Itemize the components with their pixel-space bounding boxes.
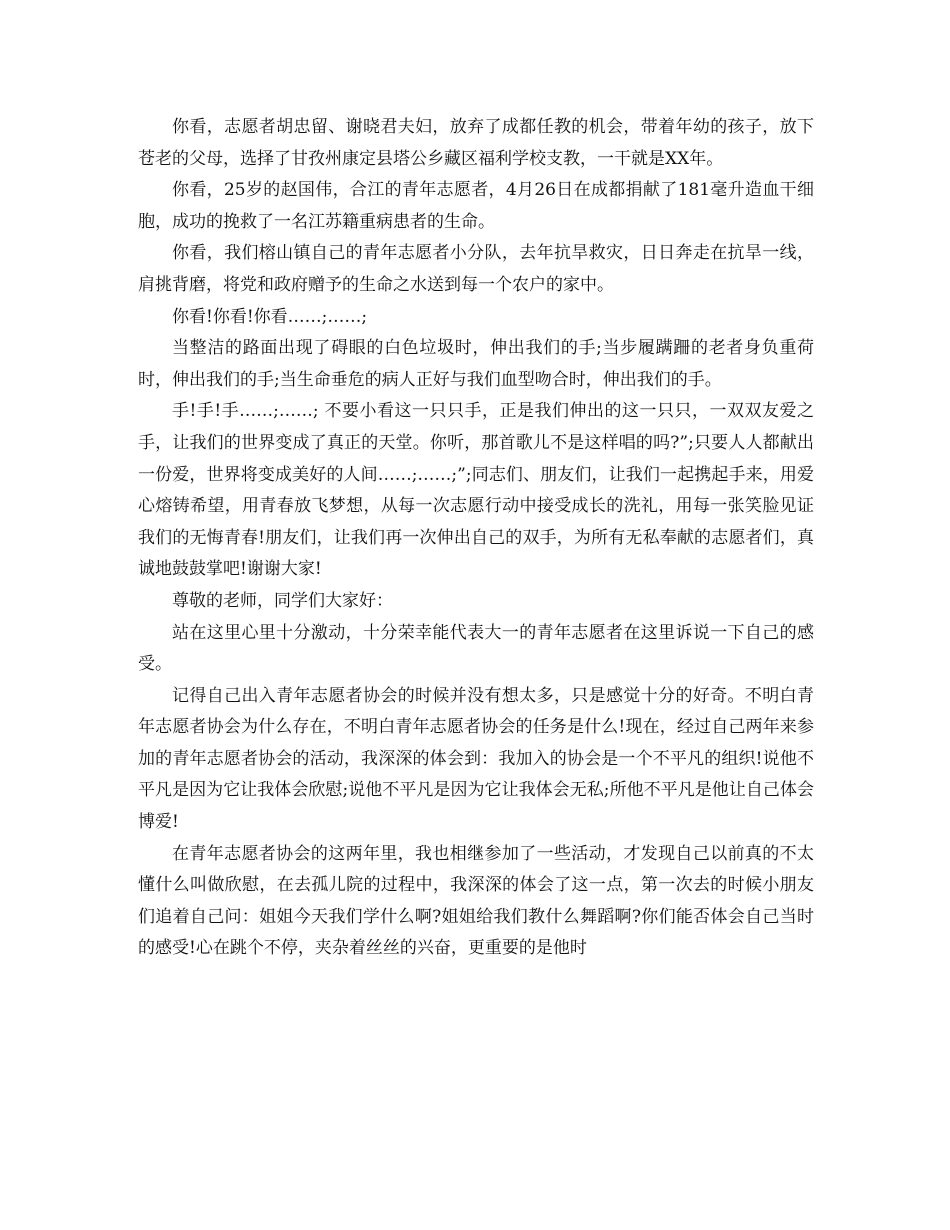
paragraph-10: 在青年志愿者协会的这两年里，我也相继参加了一些活动，才发现自己以前真的不太懂什么叫做欣慰，在去孤儿院的过程中，我深深的体会了这一点，第一次去的时候小朋友们追着自己问：姐姐今天我们学什么啊?姐姐给我们教什么舞蹈啊?你们能否体会自己当时的感受!心在跳个不停，夹杂着丝丝的兴奋，更重要的是他时: [138, 843, 814, 959]
paragraph-7: 尊敬的老师，同学们大家好：: [172, 590, 393, 611]
paragraph-9: 记得自己出入青年志愿者协会的时候并没有想太多，只是感觉十分的好奇。不明白青年志愿者协会为什么存在，不明白青年志愿者协会的任务是什么!现在，经过自己两年来参加的青年志愿者协会的活动，我深深的体会到：我加入的协会是一个不平凡的组织!说他不平凡是因为它让我体会欣慰;说他不平凡是因为它让我体会无私;所他不平凡是他让自己体会博爱!: [138, 685, 814, 833]
paragraph-3: 你看，我们榕山镇自己的青年志愿者小分队，去年抗旱救灾，日日奔走在抗旱一线，肩挑背磨，将党和政府赠予的生命之水送到每一个农户的家中。: [138, 243, 814, 295]
paragraph-6: 手!手!手……;……; 不要小看这一只只手，正是我们伸出的这一只只，一双双友爱之手，让我们的世界变成了真正的天堂。你听，那首歌儿不是这样唱的吗?”;只要人人都献出一份爱，世界将变成美好的人间……;……;”;同志们、朋友们，让我们一起携起手来，用爱心熔铸希望，用青春放飞梦想，从每一次志愿行动中接受成长的洗礼，用每一张笑脸见证我们的无悔青春!朋友们，让我们再一次伸出自己的双手，为所有无私奉献的志愿者们，真诚地鼓鼓掌吧!谢谢大家!: [138, 401, 814, 580]
paragraph-5: 当整洁的路面出现了碍眼的白色垃圾时，伸出我们的手;当步履蹒跚的老者身负重荷时，伸出我们的手;当生命垂危的病人正好与我们血型吻合时，伸出我们的手。: [138, 338, 814, 390]
document-body: [138, 112, 814, 965]
paragraph-4: 你看!你看!你看……;……;: [172, 306, 368, 327]
paragraph-1: 你看，志愿者胡忠留、谢晓君夫妇，放弃了成都任教的机会，带着年幼的孩子，放下苍老的父母，选择了甘孜州康定县塔公乡藏区福利学校支教，一干就是XX年。: [138, 117, 814, 169]
paragraph-8: 站在这里心里十分激动，十分荣幸能代表大一的青年志愿者在这里诉说一下自己的感受。: [138, 622, 814, 675]
paragraph-2: 你看，25岁的赵国伟，合江的青年志愿者，4月26日在成都捐献了181毫升造血干细胞，成功的挽救了一名江苏籍重病患者的生命。: [138, 180, 814, 232]
